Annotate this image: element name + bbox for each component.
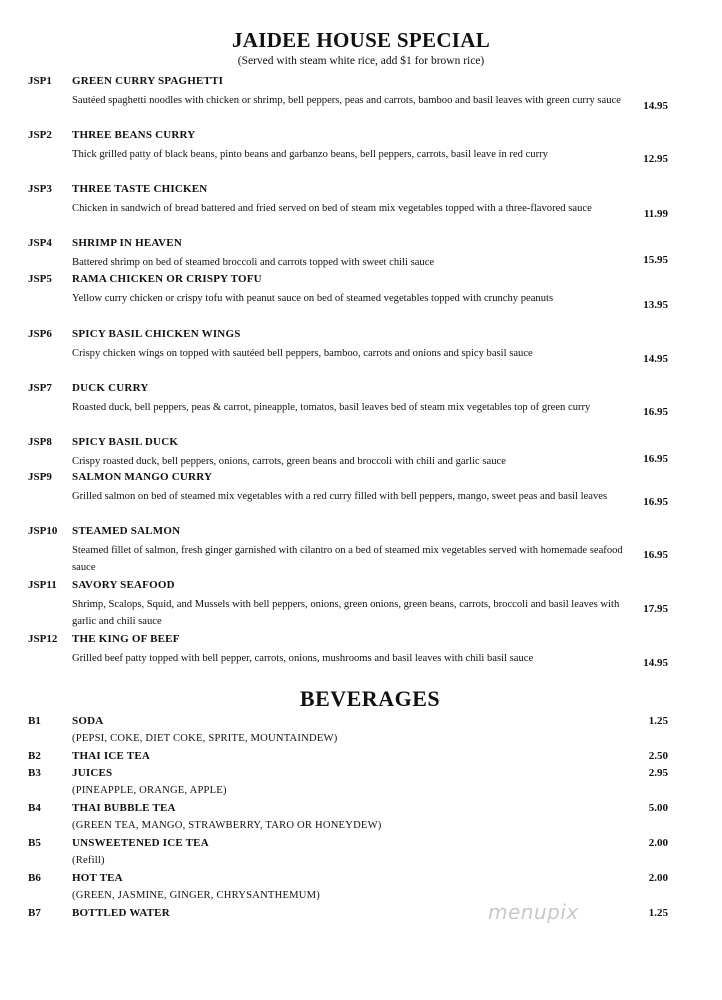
item-name: GREEN CURRY SPAGHETTI (72, 75, 224, 87)
item-code: JSP8 (28, 436, 52, 448)
item-code: JSP4 (28, 237, 52, 249)
item-code: B7 (28, 907, 41, 919)
item-name: DUCK CURRY (72, 382, 149, 394)
item-code: JSP9 (28, 471, 52, 483)
item-code: JSP3 (28, 183, 52, 195)
item-name: UNSWEETENED ICE TEA (72, 837, 209, 849)
item-description: Shrimp, Scalops, Squid, and Mussels with bell peppers, onions, green onions, green beans, carrots, broccoli and basil leaves with garlic and chili sauce (72, 599, 620, 627)
item-name: THREE BEANS CURRY (72, 129, 196, 141)
item-price: 2.00 (648, 872, 668, 884)
item-description: Thick grilled patty of black beans, pinto beans and garbanzo beans, bell peppers, carrots, basil leave in red curry (72, 149, 548, 160)
item-code: JSP12 (28, 633, 58, 645)
item-name: THE KING OF BEEF (72, 633, 180, 645)
item-name: JUICES (72, 767, 113, 779)
item-description: Yellow curry chicken or crispy tofu with peanut sauce on bed of steamed vegetables topped with crunchy peanuts (72, 293, 554, 304)
item-name: THAI BUBBLE TEA (72, 802, 176, 814)
item-options: (Refill) (72, 855, 105, 866)
item-name: SPICY BASIL CHICKEN WINGS (72, 328, 241, 340)
section-title: JAIDEE HOUSE SPECIAL (231, 28, 491, 52)
item-price: 14.95 (643, 100, 668, 112)
item-name: THREE TASTE CHICKEN (72, 183, 208, 195)
item-description: Roasted duck, bell peppers, peas & carrot, pineapple, tomatos, basil leaves bed of steam mix vegetables top of green curry (72, 402, 591, 413)
item-price: 15.95 (643, 254, 668, 266)
item-code: JSP6 (28, 328, 52, 340)
item-name: SODA (72, 715, 104, 727)
item-price: 16.95 (643, 549, 668, 561)
item-options: (GREEN, JASMINE, GINGER, CHRYSANTHEMUM) (72, 890, 320, 901)
item-name: HOT TEA (72, 872, 123, 884)
item-options: (PINEAPPLE, ORANGE, APPLE) (72, 785, 227, 796)
item-price: 14.95 (643, 657, 668, 669)
item-code: B5 (28, 837, 41, 849)
menupix-watermark: menupix (488, 900, 579, 924)
item-options: (PEPSI, COKE, DIET COKE, SPRITE, MOUNTAINDEW) (72, 733, 338, 744)
item-code: JSP5 (28, 273, 52, 285)
item-code: B4 (28, 802, 41, 814)
item-name: BOTTLED WATER (72, 907, 170, 919)
item-price: 12.95 (643, 153, 668, 165)
item-price: 13.95 (643, 299, 668, 311)
item-name: SALMON MANGO CURRY (72, 471, 213, 483)
item-price: 11.99 (643, 208, 668, 220)
item-price: 1.25 (648, 715, 668, 727)
item-description: Battered shrimp on bed of steamed broccoli and carrots topped with sweet chili sauce (72, 257, 435, 268)
section-subtitle: (Served with steam white rice, add $1 for brown rice) (237, 55, 485, 67)
item-price: 16.95 (643, 453, 668, 465)
item-description: Chicken in sandwich of bread battered and fried served on bed of steam mix vegetables topped with a three-flavored sauce (72, 203, 592, 214)
item-options: (GREEN TEA, MANGO, STRAWBERRY, TARO OR HONEYDEW) (72, 820, 382, 831)
item-name: RAMA CHICKEN OR CRISPY TOFU (72, 273, 262, 285)
item-price: 2.95 (648, 767, 668, 779)
item-code: JSP10 (28, 525, 58, 537)
item-price: 1.25 (648, 907, 668, 919)
item-name: STEAMED SALMON (72, 525, 181, 537)
item-price: 14.95 (643, 353, 668, 365)
item-price: 5.00 (648, 802, 668, 814)
item-name: SAVORY SEAFOOD (72, 579, 175, 591)
item-price: 17.95 (643, 603, 668, 615)
item-code: B6 (28, 872, 41, 884)
item-description: Grilled salmon on bed of steamed mix vegetables with a red curry filled with bell peppers, mango, sweet peas and basil leaves (72, 491, 608, 502)
item-description: Grilled beef patty topped with bell pepper, carrots, onions, mushrooms and basil leaves with chili basil sauce (72, 653, 534, 664)
item-description: Crispy chicken wings on topped with sautéed bell peppers, bamboo, carrots and onions and spicy basil sauce (72, 348, 533, 359)
item-code: B2 (28, 750, 41, 762)
beverages-title: BEVERAGES (299, 686, 441, 711)
item-price: 16.95 (643, 406, 668, 418)
item-code: JSP7 (28, 382, 52, 394)
item-description: Sautéed spaghetti noodles with chicken or shrimp, bell peppers, peas and carrots, bamboo and basil leaves with green curry sauce (72, 95, 621, 106)
item-price: 2.50 (648, 750, 668, 762)
item-description: Crispy roasted duck, bell peppers, onions, carrots, green beans and broccoli with chili and garlic sauce (72, 456, 506, 467)
item-price: 16.95 (643, 496, 668, 508)
item-code: B3 (28, 767, 41, 779)
item-code: B1 (28, 715, 41, 727)
item-code: JSP2 (28, 129, 52, 141)
item-name: SHRIMP IN HEAVEN (72, 237, 182, 249)
item-name: THAI ICE TEA (72, 750, 150, 762)
item-code: JSP1 (28, 75, 52, 87)
item-name: SPICY BASIL DUCK (72, 436, 179, 448)
item-description: Steamed fillet of salmon, fresh ginger garnished with cilantro on a bed of steamed mix vegetables served with homemade seafood sauce (72, 545, 623, 573)
item-code: JSP11 (28, 579, 57, 591)
item-price: 2.00 (648, 837, 668, 849)
